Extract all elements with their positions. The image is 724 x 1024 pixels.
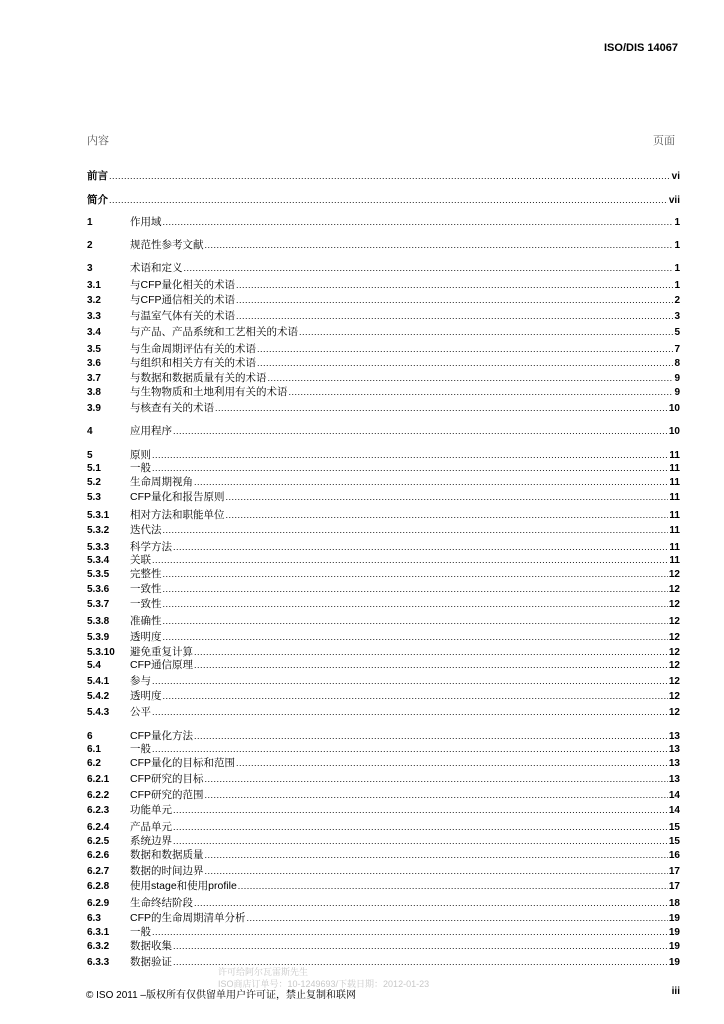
toc-entry-title: CFP量化和报告原则 [130, 491, 225, 503]
toc-entry-page: 11 [669, 492, 680, 503]
toc-entry[interactable] [87, 582, 680, 596]
toc-entry-number: 6.2 [87, 758, 101, 769]
toc-dot-leader [152, 461, 668, 475]
toc-entry-page: 11 [669, 555, 680, 566]
toc-entry-page: 13 [668, 744, 680, 755]
toc-entry-page: 13 [668, 731, 680, 742]
contents-heading: 内容 [87, 135, 109, 147]
toc-entry[interactable] [87, 342, 680, 356]
toc-dot-leader [194, 645, 668, 659]
toc-entry-number: 6.2.9 [87, 898, 110, 909]
toc-entry-page: 19 [668, 957, 680, 968]
toc-entry[interactable] [87, 401, 680, 415]
toc-entry-title: 生命终结阶段 [130, 897, 193, 909]
toc-entry-page: 19 [668, 941, 680, 952]
toc-entry-number: 6 [87, 731, 93, 742]
toc-entry-title: 科学方法 [130, 541, 172, 553]
toc-entry-number: 5.4.2 [87, 691, 110, 702]
toc-entry-page: 2 [674, 295, 680, 306]
toc-entry-number: 3.9 [87, 403, 101, 414]
toc-dot-leader [152, 448, 668, 462]
toc-entry-page: 12 [668, 660, 680, 671]
toc-entry-number: 6.2.1 [87, 774, 110, 785]
toc-entry[interactable] [87, 424, 680, 438]
toc-dot-leader [173, 540, 668, 554]
toc-entry-number: 5.3.7 [87, 599, 110, 610]
toc-entry-title: 一般 [130, 743, 151, 755]
toc-entry[interactable] [87, 567, 680, 581]
footer-page-number: iii [671, 986, 680, 997]
toc-entry-title: 与数据和数据质量有关的术语 [130, 372, 267, 384]
toc-entry-number: 6.2.4 [87, 822, 110, 833]
toc-entry-page: 12 [668, 599, 680, 610]
toc-entry-page: 12 [668, 676, 680, 687]
toc-entry-page: 17 [668, 866, 680, 877]
toc-entry-page: 9 [674, 373, 680, 384]
toc-entry[interactable] [87, 597, 680, 611]
toc-entry[interactable] [87, 772, 680, 786]
toc-entry-page: 15 [668, 836, 680, 847]
page-column-heading: 页面 [653, 135, 675, 147]
toc-entry[interactable] [87, 864, 680, 878]
toc-dot-leader [236, 278, 673, 292]
toc-entry-title: 与CFP通信相关的术语 [130, 294, 235, 306]
toc-entry-title: 与生命周期评估有关的术语 [130, 343, 256, 355]
toc-entry-title: 与产品、产品系统和工艺相关的术语 [130, 326, 298, 338]
toc-dot-leader [163, 215, 674, 229]
toc-entry-title: 一致性 [130, 583, 162, 595]
toc-entry-title: 与组织和相关方有关的术语 [130, 357, 256, 369]
toc-entry-page: 7 [674, 344, 680, 355]
toc-entry[interactable] [87, 523, 680, 537]
toc-entry[interactable] [87, 309, 680, 323]
toc-entry[interactable] [87, 540, 680, 554]
toc-entry-title: CFP研究的目标 [130, 773, 204, 785]
toc-entry-page: 11 [669, 542, 680, 553]
toc-entry[interactable] [87, 448, 680, 462]
toc-entry-number: 6.2.7 [87, 866, 110, 877]
toc-dot-leader [236, 309, 673, 323]
toc-entry-title: 与核查有关的术语 [130, 402, 214, 414]
toc-entry-page: vii [668, 195, 680, 206]
toc-entry[interactable] [87, 674, 680, 688]
toc-dot-leader [152, 742, 668, 756]
toc-entry-title: 参与 [130, 675, 151, 687]
toc-entry-number: 5.3.9 [87, 632, 110, 643]
toc-entry-number: 5.3 [87, 492, 101, 503]
toc-dot-leader [152, 705, 668, 719]
toc-entry[interactable] [87, 658, 680, 672]
toc-entry-title: 一致性 [130, 598, 162, 610]
toc-dot-leader [163, 582, 668, 596]
toc-dot-leader [152, 553, 668, 567]
toc-dot-leader [257, 356, 673, 370]
toc-dot-leader [205, 772, 668, 786]
toc-dot-leader [152, 925, 668, 939]
toc-entry-page: 11 [669, 450, 680, 461]
toc-entry-page: 12 [668, 584, 680, 595]
toc-entry-page: 10 [668, 403, 680, 414]
toc-entry[interactable] [87, 475, 680, 489]
toc-entry-page: 18 [668, 898, 680, 909]
toc-dot-leader [109, 193, 668, 207]
toc-entry[interactable] [87, 756, 680, 770]
toc-entry-number: 6.2.8 [87, 881, 110, 892]
toc-dot-leader [163, 597, 668, 611]
toc-entry-title: 与CFP量化相关的术语 [130, 279, 235, 291]
toc-entry[interactable] [87, 939, 680, 953]
toc-entry-title: 前言 [87, 170, 108, 182]
toc-dot-leader [173, 820, 668, 834]
toc-entry-page: 12 [668, 691, 680, 702]
toc-entry-page: 3 [674, 311, 680, 322]
toc-entry-number: 5.1 [87, 463, 101, 474]
toc-entry[interactable] [87, 614, 680, 628]
toc-entry-title: 准确性 [130, 615, 162, 627]
toc-entry-title: CFP研究的范围 [130, 789, 204, 801]
toc-dot-leader [163, 614, 668, 628]
toc-entry-number: 6.3.1 [87, 927, 110, 938]
toc-entry[interactable] [87, 278, 680, 292]
toc-dot-leader [194, 658, 668, 672]
toc-entry[interactable] [87, 238, 680, 252]
toc-entry-title: 与生物物质和土地利用有关的术语 [130, 386, 288, 398]
toc-entry-page: 1 [674, 280, 680, 291]
toc-dot-leader [173, 424, 668, 438]
toc-entry-title: 与温室气体有关的术语 [130, 310, 235, 322]
toc-entry-title: 透明度 [130, 631, 162, 643]
toc-entry-title: 完整性 [130, 568, 162, 580]
toc-entry-page: vi [671, 171, 680, 182]
toc-dot-leader [226, 508, 669, 522]
toc-entry-number: 6.3 [87, 913, 101, 924]
toc-entry-title: 产品单元 [130, 821, 172, 833]
toc-entry-page: 12 [668, 647, 680, 658]
toc-entry-page: 9 [674, 387, 680, 398]
toc-entry[interactable] [87, 461, 680, 475]
toc-entry-number: 5 [87, 450, 93, 461]
toc-entry-title: 使用stage和使用profile [130, 880, 237, 892]
toc-entry[interactable] [87, 371, 680, 385]
toc-entry-number: 3.1 [87, 280, 101, 291]
toc-entry-page: 11 [669, 477, 680, 488]
toc-entry[interactable] [87, 689, 680, 703]
toc-entry[interactable] [87, 848, 680, 862]
toc-entry-title: 一般 [130, 462, 151, 474]
toc-entry-page: 11 [669, 525, 680, 536]
toc-entry-title: 一般 [130, 926, 151, 938]
toc-entry-number: 1 [87, 217, 93, 228]
toc-entry-page: 1 [674, 263, 680, 274]
toc-dot-leader [173, 939, 668, 953]
toc-entry-number: 6.3.2 [87, 941, 110, 952]
toc-entry[interactable] [87, 553, 680, 567]
toc-entry[interactable] [87, 215, 680, 229]
toc-entry-title: 相对方法和职能单位 [130, 509, 225, 521]
toc-entry[interactable] [87, 803, 680, 817]
toc-dot-leader [152, 674, 668, 688]
toc-entry-title: 术语和定义 [130, 262, 183, 274]
toc-entry-title: 避免重复计算 [130, 646, 193, 658]
toc-entry[interactable] [87, 705, 680, 719]
toc-entry-title: CFP量化的目标和范围 [130, 757, 235, 769]
toc-dot-leader [205, 788, 668, 802]
toc-entry-number: 3.5 [87, 344, 101, 355]
toc-dot-leader [194, 475, 668, 489]
toc-entry-title: 关联 [130, 554, 151, 566]
toc-entry-title: 作用域 [130, 216, 162, 228]
toc-entry-page: 8 [674, 358, 680, 369]
toc-dot-leader [163, 567, 668, 581]
toc-entry-number: 3.2 [87, 295, 101, 306]
toc-entry-title: CFP的生命周期清单分析 [130, 912, 246, 924]
toc-entry-number: 5.3.10 [87, 647, 115, 658]
toc-entry-number: 5.3.8 [87, 616, 110, 627]
toc-dot-leader [268, 371, 674, 385]
toc-entry-title: 系统边界 [130, 835, 172, 847]
toc-entry-title: CFP通信原理 [130, 659, 193, 671]
toc-entry-page: 12 [668, 707, 680, 718]
toc-entry-number: 5.3.5 [87, 569, 110, 580]
toc-entry-number: 6.2.5 [87, 836, 110, 847]
toc-dot-leader [194, 729, 668, 743]
toc-entry-number: 5.3.2 [87, 525, 110, 536]
toc-entry[interactable] [87, 879, 680, 893]
toc-entry-page: 13 [668, 758, 680, 769]
toc-dot-leader [215, 401, 668, 415]
toc-entry[interactable] [87, 325, 680, 339]
toc-entry-page: 19 [668, 927, 680, 938]
toc-entry-number: 5.3.6 [87, 584, 110, 595]
document-id: ISO/DIS 14067 [604, 42, 678, 54]
toc-entry-page: 12 [668, 569, 680, 580]
toc-entry-page: 12 [668, 616, 680, 627]
toc-entry-page: 15 [668, 822, 680, 833]
toc-entry-number: 3.4 [87, 327, 101, 338]
toc-entry[interactable] [87, 742, 680, 756]
toc-entry-page: 19 [668, 913, 680, 924]
toc-entry-page: 10 [668, 426, 680, 437]
toc-entry-number: 5.4.3 [87, 707, 110, 718]
toc-entry-number: 6.2.2 [87, 790, 110, 801]
toc-dot-leader [205, 864, 668, 878]
toc-entry[interactable] [87, 911, 680, 925]
toc-dot-leader [236, 756, 668, 770]
toc-dot-leader [247, 911, 668, 925]
watermark-order: ISO商店订单号：10-1249693/下载日期：2012-01-23 [218, 979, 430, 989]
toc-dot-leader [173, 834, 668, 848]
toc-entry-page: 1 [674, 240, 680, 251]
toc-entry-title: 原则 [130, 449, 151, 461]
toc-entry[interactable] [87, 896, 680, 910]
toc-entry[interactable] [87, 925, 680, 939]
toc-entry[interactable] [87, 834, 680, 848]
toc-entry-title: 数据验证 [130, 956, 172, 968]
toc-entry[interactable] [87, 293, 680, 307]
toc-entry[interactable] [87, 820, 680, 834]
toc-entry-number: 5.4 [87, 660, 101, 671]
toc-entry[interactable] [87, 385, 680, 399]
toc-dot-leader [238, 879, 668, 893]
toc-entry-page: 11 [669, 463, 680, 474]
toc-dot-leader [299, 325, 673, 339]
toc-entry-title: 规范性参考文献 [130, 239, 204, 251]
toc-entry-page: 11 [669, 510, 680, 521]
toc-entry-title: 数据和数据质量 [130, 849, 204, 861]
toc-entry-number: 4 [87, 426, 93, 437]
toc-entry-number: 5.4.1 [87, 676, 110, 687]
toc-entry-number: 2 [87, 240, 93, 251]
toc-entry-number: 3 [87, 263, 93, 274]
toc-entry-number: 5.3.3 [87, 542, 110, 553]
toc-dot-leader [226, 490, 669, 504]
toc-dot-leader [163, 630, 668, 644]
toc-dot-leader [109, 169, 671, 183]
toc-entry-number: 6.2.6 [87, 850, 110, 861]
toc-entry-page: 13 [668, 774, 680, 785]
toc-entry-number: 6.1 [87, 744, 101, 755]
toc-dot-leader [289, 385, 674, 399]
toc-entry[interactable] [87, 630, 680, 644]
toc-entry-page: 14 [668, 790, 680, 801]
toc-dot-leader [205, 848, 668, 862]
toc-entry-page: 17 [668, 881, 680, 892]
toc-entry-page: 1 [674, 217, 680, 228]
toc-dot-leader [163, 523, 669, 537]
toc-entry[interactable] [87, 261, 680, 275]
toc-entry-number: 5.3.1 [87, 510, 110, 521]
toc-entry-page: 16 [668, 850, 680, 861]
toc-entry-number: 6.2.3 [87, 805, 110, 816]
toc-dot-leader [173, 803, 668, 817]
toc-entry-title: 数据的时间边界 [130, 865, 204, 877]
toc-entry-page: 14 [668, 805, 680, 816]
toc-entry[interactable] [87, 645, 680, 659]
toc-entry[interactable] [87, 508, 680, 522]
toc-entry-number: 3.6 [87, 358, 101, 369]
toc-entry[interactable] [87, 788, 680, 802]
toc-entry[interactable] [87, 193, 680, 207]
toc-dot-leader [194, 896, 668, 910]
toc-entry-number: 5.2 [87, 477, 101, 488]
toc-entry-title: 简介 [87, 194, 108, 206]
toc-entry-number: 3.8 [87, 387, 101, 398]
toc-entry[interactable] [87, 729, 680, 743]
toc-entry[interactable] [87, 169, 680, 183]
toc-entry-title: 应用程序 [130, 425, 172, 437]
toc-entry-number: 5.3.4 [87, 555, 110, 566]
toc-dot-leader [236, 293, 673, 307]
toc-dot-leader [184, 261, 674, 275]
toc-entry-title: 数据收集 [130, 940, 172, 952]
toc-entry[interactable] [87, 356, 680, 370]
toc-entry-title: 公平 [130, 706, 151, 718]
toc-entry-number: 6.3.3 [87, 957, 110, 968]
toc-entry-page: 5 [674, 327, 680, 338]
toc-entry-number: 3.3 [87, 311, 101, 322]
toc-entry-title: 透明度 [130, 690, 162, 702]
toc-dot-leader [257, 342, 673, 356]
toc-entry-title: 生命周期视角 [130, 476, 193, 488]
toc-dot-leader [205, 238, 674, 252]
toc-entry-page: 12 [668, 632, 680, 643]
toc-entry[interactable] [87, 490, 680, 504]
toc-entry-number: 3.7 [87, 373, 101, 384]
toc-entry-title: 功能单元 [130, 804, 172, 816]
footer-copyright: © ISO 2011 –版权所有仅供留单用户许可证，禁止复制和联网 [86, 990, 356, 1001]
toc-entry-title: 迭代法 [130, 524, 162, 536]
toc-dot-leader [163, 689, 668, 703]
toc-entry-title: CFP量化方法 [130, 730, 193, 742]
watermark-license: 许可给阿尔瓦雷斯先生 [218, 967, 309, 977]
